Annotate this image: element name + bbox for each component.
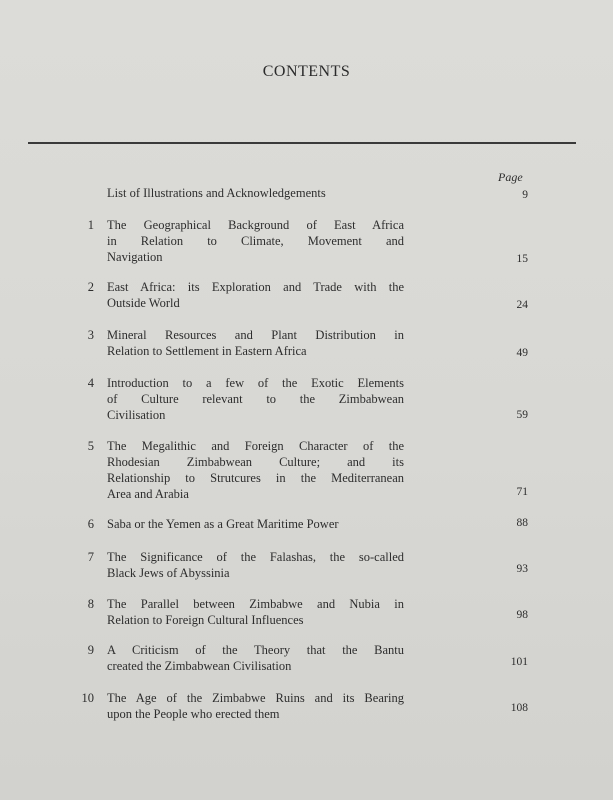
entry-title-line: East Africa: its Exploration and Trade with the	[107, 280, 404, 294]
entry-title	[107, 217, 404, 265]
entry-page-number: 98	[516, 609, 528, 621]
entry-title-line: Relationship to Strutcures in the Mediterranean	[107, 471, 404, 485]
entry-title-line: upon the People who erected them	[107, 707, 280, 721]
entry-title-line: Black Jews of Abyssinia	[107, 566, 230, 580]
entry-title-line: Navigation	[107, 250, 163, 264]
entry-title-line: in Relation to Climate, Movement and	[107, 234, 404, 248]
entry-number: 8	[87, 597, 94, 611]
entry-page-number: 59	[516, 409, 528, 421]
page-column-header: Page	[498, 170, 523, 184]
entry-title-line: Civilisation	[107, 408, 166, 422]
entry-number: 3	[87, 328, 94, 342]
entry-number: 4	[87, 376, 94, 390]
entry-title-line: Rhodesian Zimbabwean Culture; and its	[107, 455, 404, 469]
entry-title-line: The Significance of the Falashas, the so-called	[107, 550, 404, 564]
page-title: CONTENTS	[262, 63, 351, 80]
entry-title-line: List of Illustrations and Acknowledgements	[107, 186, 326, 200]
entry-number: 7	[87, 550, 94, 564]
entry-title	[107, 642, 404, 674]
entry-title-line: The Geographical Background of East Africa	[107, 218, 404, 232]
entry-title-line: of Culture relevant to the Zimbabwean	[107, 392, 404, 406]
entry-title-line: The Age of the Zimbabwe Ruins and its Bearing	[107, 691, 404, 705]
entry-page-number: 49	[516, 347, 528, 359]
entry-title	[107, 690, 404, 722]
entry-page-number: 108	[510, 702, 528, 714]
entry-page-number: 15	[516, 253, 528, 265]
entry-page-number: 71	[516, 486, 528, 498]
entry-title-line: A Criticism of the Theory that the Bantu	[107, 643, 404, 657]
entry-title	[107, 596, 404, 628]
entry-title	[107, 516, 412, 532]
entry-page-number: 93	[516, 563, 528, 575]
entry-title-line: Relation to Foreign Cultural Influences	[107, 613, 304, 627]
entry-page-number: 88	[516, 517, 528, 529]
entry-number: 6	[87, 517, 94, 531]
entry-page-number: 9	[522, 189, 528, 201]
entry-title-line: Relation to Settlement in Eastern Africa	[107, 344, 307, 358]
entry-title-line: Saba or the Yemen as a Great Maritime Power	[107, 517, 339, 531]
entry-title	[107, 549, 404, 581]
entry-title-line: The Parallel between Zimbabwe and Nubia in	[107, 597, 404, 611]
entry-title	[107, 375, 404, 423]
entry-title	[107, 327, 404, 359]
entry-number: 1	[87, 218, 94, 232]
entry-title-line: Introduction to a few of the Exotic Elements	[107, 376, 404, 390]
entry-page-number: 24	[516, 299, 528, 311]
entry-title-line: created the Zimbabwean Civilisation	[107, 659, 292, 673]
entry-page-number: 101	[510, 656, 528, 668]
entry-title-line: Area and Arabia	[107, 487, 189, 501]
entry-number: 2	[87, 280, 94, 294]
entry-title-line: Outside World	[107, 296, 180, 310]
entry-title-line: Mineral Resources and Plant Distribution in	[107, 328, 404, 342]
entry-title	[107, 185, 404, 201]
entry-title-line: The Megalithic and Foreign Character of the	[107, 439, 404, 453]
entry-number: 10	[81, 691, 94, 705]
entry-title	[107, 438, 404, 502]
entry-title	[107, 279, 404, 311]
horizontal-rule	[28, 142, 576, 144]
entry-number: 5	[87, 439, 94, 453]
entry-number: 9	[87, 643, 94, 657]
